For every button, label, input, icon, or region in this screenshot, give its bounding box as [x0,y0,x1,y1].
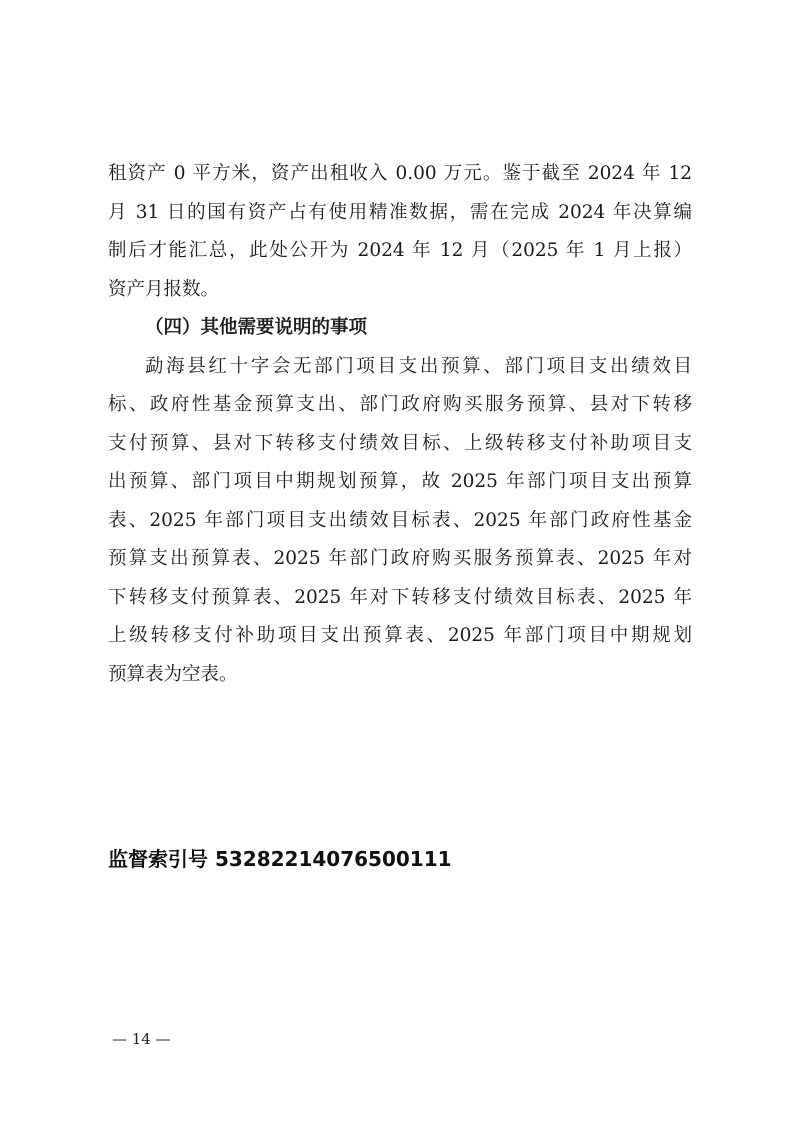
supervision-index-number: 监督索引号 53282214076500111 [108,847,452,871]
paragraph-line: 租资产 0 平方米，资产出租收入 0.00 万元。鉴于截至 2024 年 12 [108,163,692,184]
paragraph-line: 出预算、部门项目中期规划预算，故 2025 年部门项目支出预算 [108,471,692,492]
paragraph-line: 月 31 日的国有资产占有使用精准数据，需在完成 2024 年决算编 [108,201,692,223]
body-text [108,155,692,694]
paragraph-line: 上级转移支付补助项目支出预算表、2025 年部门项目中期规划 [108,625,692,646]
paragraph-line: 资产月报数。 [108,278,220,300]
paragraph-line: 支付预算、县对下转移支付绩效目标、上级转移支付补助项目支 [108,432,692,454]
paragraph-line: 预算支出预算表、2025 年部门政府购买服务预算表、2025 年对 [108,548,692,569]
paragraph-line: 预算表为空表。 [108,663,238,685]
paragraph-line: 标、政府性基金预算支出、部门政府购买服务预算、县对下转移 [108,394,692,415]
paragraph-line: 勐海县红十字会无部门项目支出预算、部门项目支出绩效目 [145,355,692,377]
paragraph-line: 下转移支付预算表、2025 年对下转移支付绩效目标表、2025 年 [108,586,692,608]
section-heading: （四）其他需要说明的事项 [145,317,368,338]
page-number: — 14 — [112,1030,171,1048]
paragraph-line: 表、2025 年部门项目支出绩效目标表、2025 年部门政府性基金 [108,509,692,531]
paragraph-line: 制后才能汇总，此处公开为 2024 年 12 月（2025 年 1 月上报） [108,240,692,261]
